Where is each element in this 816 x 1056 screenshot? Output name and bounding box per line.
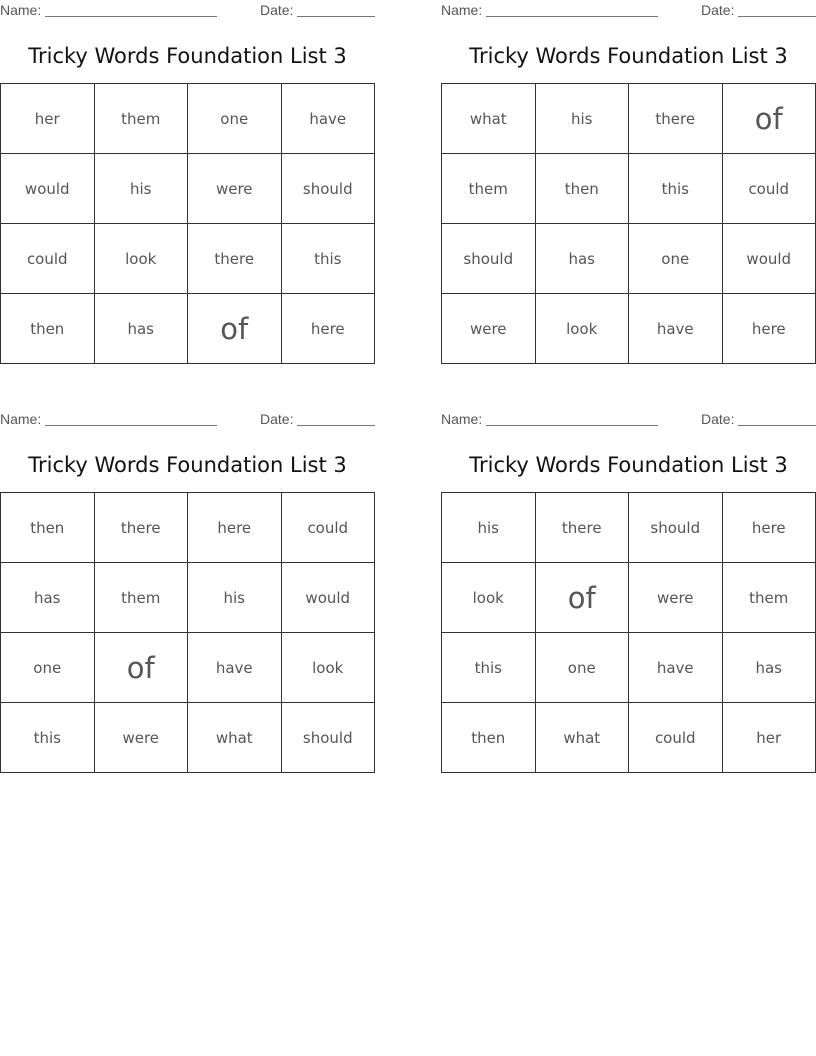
word-cell: has	[1, 563, 95, 633]
word-cell: should	[281, 703, 375, 773]
word-cell: one	[535, 633, 629, 703]
word-cell: would	[281, 563, 375, 633]
grid-row	[1, 224, 375, 294]
name-label: Name:	[441, 2, 483, 18]
bingo-card-1	[0, 0, 376, 364]
word-cell: them	[94, 563, 188, 633]
word-cell: should	[629, 493, 723, 563]
word-cell: look	[281, 633, 375, 703]
word-cell: one	[629, 224, 723, 294]
name-blank-line	[45, 425, 217, 426]
grid-row	[1, 563, 375, 633]
word-cell: should	[281, 154, 375, 224]
grid-row	[442, 703, 816, 773]
grid-row	[1, 294, 375, 364]
name-blank-line	[486, 425, 658, 426]
word-cell: them	[442, 154, 536, 224]
grid-row	[1, 703, 375, 773]
word-cell: here	[188, 493, 282, 563]
grid-row	[442, 84, 816, 154]
word-cell: has	[722, 633, 816, 703]
word-cell: her	[722, 703, 816, 773]
word-cell: were	[94, 703, 188, 773]
word-grid	[441, 83, 816, 364]
word-cell: this	[629, 154, 723, 224]
word-cell: here	[281, 294, 375, 364]
word-cell: there	[94, 493, 188, 563]
word-grid	[441, 492, 816, 773]
card-header-fields	[0, 409, 376, 431]
word-cell: here	[722, 493, 816, 563]
card-title: Tricky Words Foundation List 3	[28, 44, 347, 68]
word-cell: what	[535, 703, 629, 773]
word-cell: there	[535, 493, 629, 563]
grid-row	[1, 154, 375, 224]
word-cell: then	[1, 294, 95, 364]
grid-row	[442, 563, 816, 633]
date-blank-line	[738, 16, 816, 17]
grid-row	[442, 493, 816, 563]
bingo-card-3	[0, 409, 376, 773]
date-blank-line	[297, 425, 375, 426]
word-cell: there	[188, 224, 282, 294]
word-cell: his	[188, 563, 282, 633]
word-cell: have	[281, 84, 375, 154]
word-cell: of	[535, 563, 629, 633]
word-cell: there	[629, 84, 723, 154]
word-cell: could	[1, 224, 95, 294]
word-cell: one	[1, 633, 95, 703]
word-cell: would	[1, 154, 95, 224]
word-cell: could	[281, 493, 375, 563]
card-title: Tricky Words Foundation List 3	[469, 453, 788, 477]
word-cell: have	[629, 633, 723, 703]
card-title: Tricky Words Foundation List 3	[28, 453, 347, 477]
word-cell: one	[188, 84, 282, 154]
word-cell: were	[188, 154, 282, 224]
word-cell: look	[94, 224, 188, 294]
bingo-card-2	[441, 0, 816, 364]
word-cell: look	[442, 563, 536, 633]
word-cell: of	[188, 294, 282, 364]
word-grid	[0, 83, 375, 364]
word-cell: then	[1, 493, 95, 563]
word-cell: were	[442, 294, 536, 364]
grid-row	[442, 633, 816, 703]
card-title: Tricky Words Foundation List 3	[469, 44, 788, 68]
word-cell: look	[535, 294, 629, 364]
word-cell: could	[629, 703, 723, 773]
word-cell: his	[535, 84, 629, 154]
word-cell: this	[1, 703, 95, 773]
word-cell: of	[94, 633, 188, 703]
word-cell: her	[1, 84, 95, 154]
word-cell: then	[535, 154, 629, 224]
card-header-fields	[441, 409, 816, 431]
word-cell: this	[442, 633, 536, 703]
date-label: Date:	[701, 411, 735, 427]
bingo-card-4	[441, 409, 816, 773]
name-label: Name:	[441, 411, 483, 427]
word-cell: what	[188, 703, 282, 773]
word-cell: should	[442, 224, 536, 294]
word-cell: them	[94, 84, 188, 154]
word-cell: have	[629, 294, 723, 364]
name-label: Name:	[0, 2, 42, 18]
word-cell: were	[629, 563, 723, 633]
grid-row	[442, 224, 816, 294]
date-label: Date:	[701, 2, 735, 18]
word-cell: his	[442, 493, 536, 563]
word-cell: what	[442, 84, 536, 154]
word-cell: would	[722, 224, 816, 294]
card-header-fields	[441, 0, 816, 22]
word-cell: of	[722, 84, 816, 154]
grid-row	[1, 493, 375, 563]
date-blank-line	[297, 16, 375, 17]
word-cell: then	[442, 703, 536, 773]
word-cell: here	[722, 294, 816, 364]
grid-row	[1, 633, 375, 703]
word-cell: has	[535, 224, 629, 294]
word-grid	[0, 492, 375, 773]
word-cell: this	[281, 224, 375, 294]
grid-row	[442, 294, 816, 364]
grid-row	[1, 84, 375, 154]
date-label: Date:	[260, 411, 294, 427]
grid-row	[442, 154, 816, 224]
date-blank-line	[738, 425, 816, 426]
word-cell: have	[188, 633, 282, 703]
name-blank-line	[45, 16, 217, 17]
word-cell: could	[722, 154, 816, 224]
name-label: Name:	[0, 411, 42, 427]
word-cell: them	[722, 563, 816, 633]
card-header-fields	[0, 0, 376, 22]
name-blank-line	[486, 16, 658, 17]
word-cell: his	[94, 154, 188, 224]
date-label: Date:	[260, 2, 294, 18]
word-cell: has	[94, 294, 188, 364]
